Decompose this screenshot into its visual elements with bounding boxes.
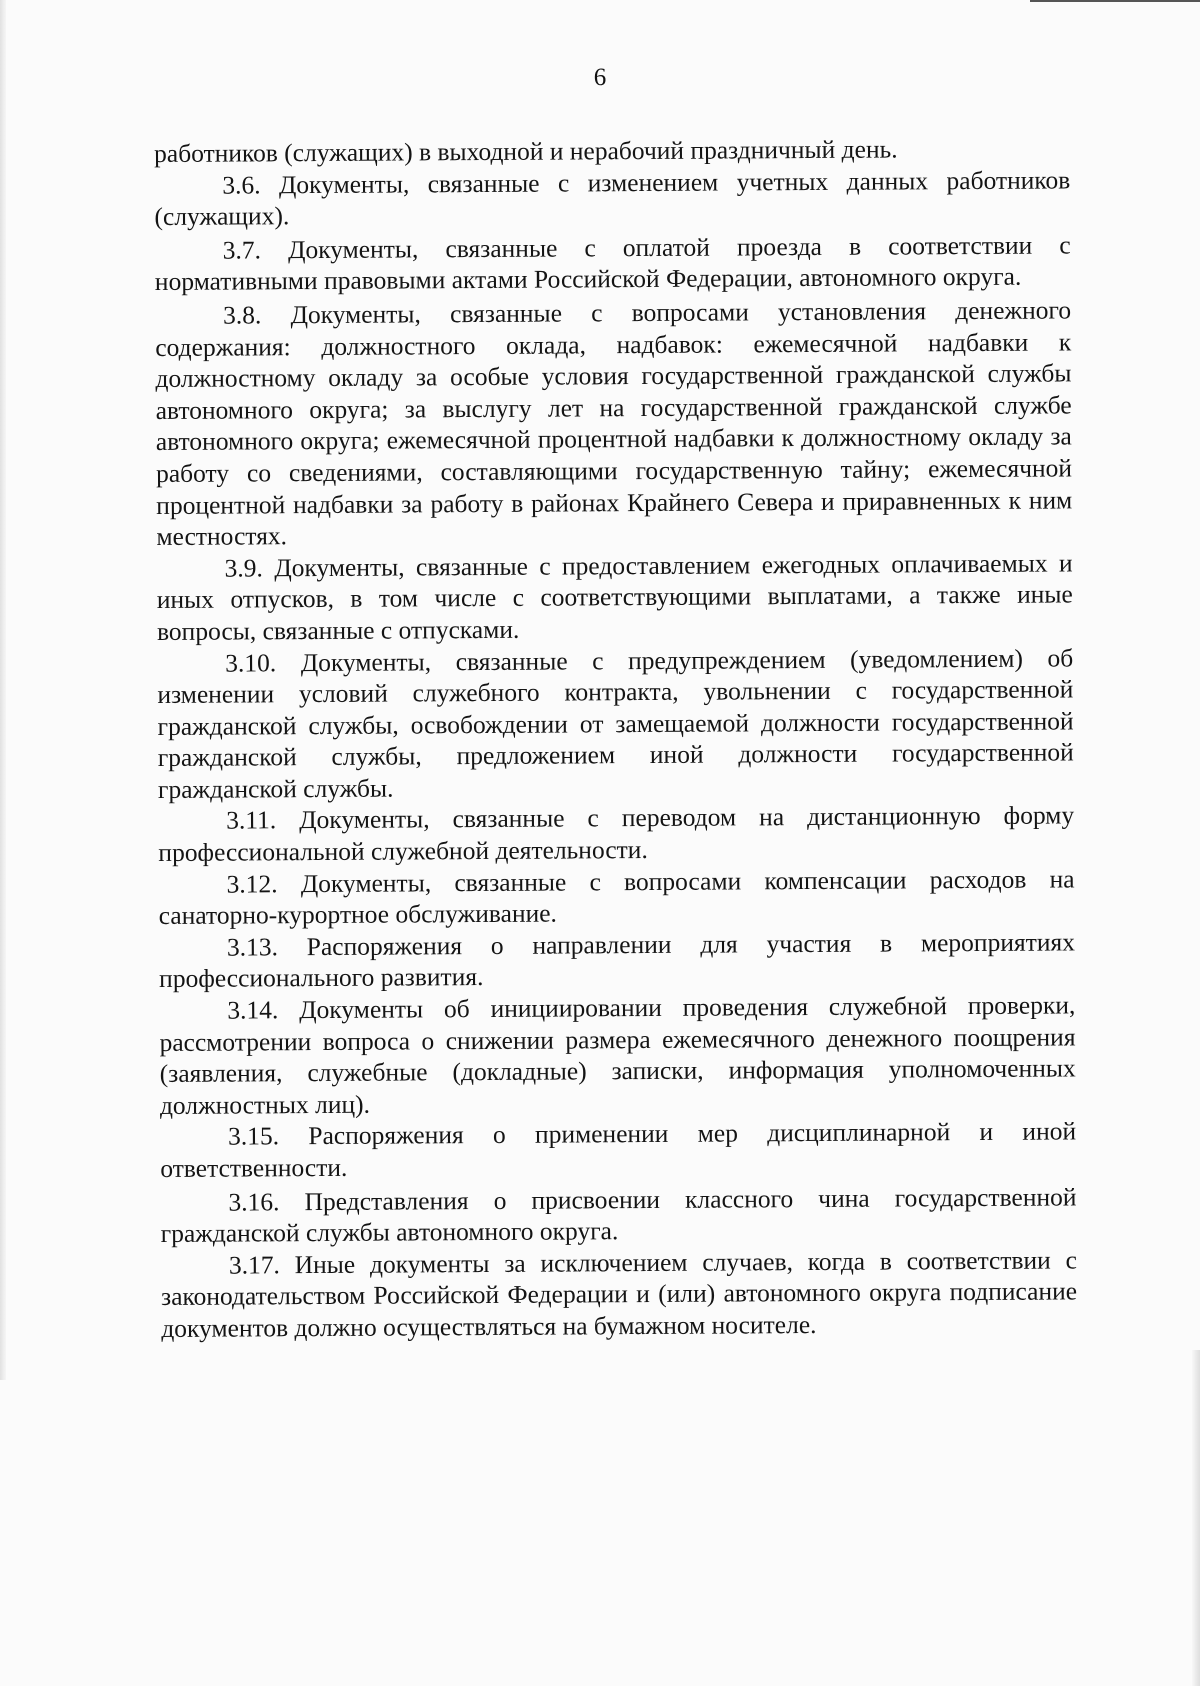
paragraph-continuation: работников (служащих) в выходной и нерабочий праздничный день. [154,134,898,168]
scan-edge-right [1192,1350,1200,1686]
page-number: 6 [593,64,607,91]
document-body [154,132,1077,1344]
paragraph-3-7: 3.7. Документы, связанные с оплатой проезда в соответствии с нормативными правовыми актами Российской Федерации, автономного округа. [154,230,1071,297]
paragraph-3-14: 3.14. Документы об инициировании проведения служебной проверки, рассмотрении вопроса о снижении размера ежемесячного денежного поощрения (заявления, служебные (докладные) записки, информация уполномоченных должностных лиц). [159,990,1076,1120]
paragraph-3-6: 3.6. Документы, связанные с изменением учетных данных работников (служащих). [154,164,1071,232]
paragraph-3-13: 3.13. Распоряжения о направлении для участия в мероприятиях профессионального развития. [159,927,1076,994]
paragraph-3-17: 3.17. Иные документы за исключением случаев, когда в соответствии с законодательством Российской Федерации и (или) автономного округа подписание документов должно осуществляться на бумажном носителе. [160,1245,1078,1343]
paragraph-3-8: 3.8. Документы, связанные с вопросами установления денежного содержания: должностного оклада, надбавок: ежемесячной надбавки к должностному окладу за особые условия государственной гражданской службы автономного округа; за выслугу лет на государственной гражданской службе автономного округа; ежемесячной процентной надбавки к должностному окладу за работу со сведениями, составляющими государственную тайну; ежемесячной процентной надбавки за работу в районах Крайнего Севера и приравненных к ним местностях. [155,295,1073,552]
paragraph-3-15: 3.15. Распоряжения о применении мер дисциплинарной и иной ответственности. [160,1116,1077,1183]
scan-edge-left [0,0,6,1380]
paragraph-3-16: 3.16. Представления о присвоении классного чина государственной гражданской службы автономного округа. [160,1181,1077,1249]
paragraph-3-10: 3.10. Документы, связанные с предупреждением (уведомлением) об изменении условий служебного контракта, увольнении с государственной гражданской службы, освобождении от замещаемой должности государственной гражданской службы, предложением иной должности государственной гражданской службы. [157,642,1074,804]
paragraph-3-9: 3.9. Документы, связанные с предоставлением ежегодных оплачиваемых и иных отпусков, в том числе с соответствующими выплатами, а также иные вопросы, связанные с отпусками. [156,548,1073,646]
top-rule-line [1030,0,1200,2]
paragraph-3-11: 3.11. Документы, связанные с переводом на дистанционную форму профессиональной служебной деятельности. [158,800,1075,868]
paragraph-3-12: 3.12. Документы, связанные с вопросами компенсации расходов на санаторно-курортное обслуживание. [158,864,1075,931]
